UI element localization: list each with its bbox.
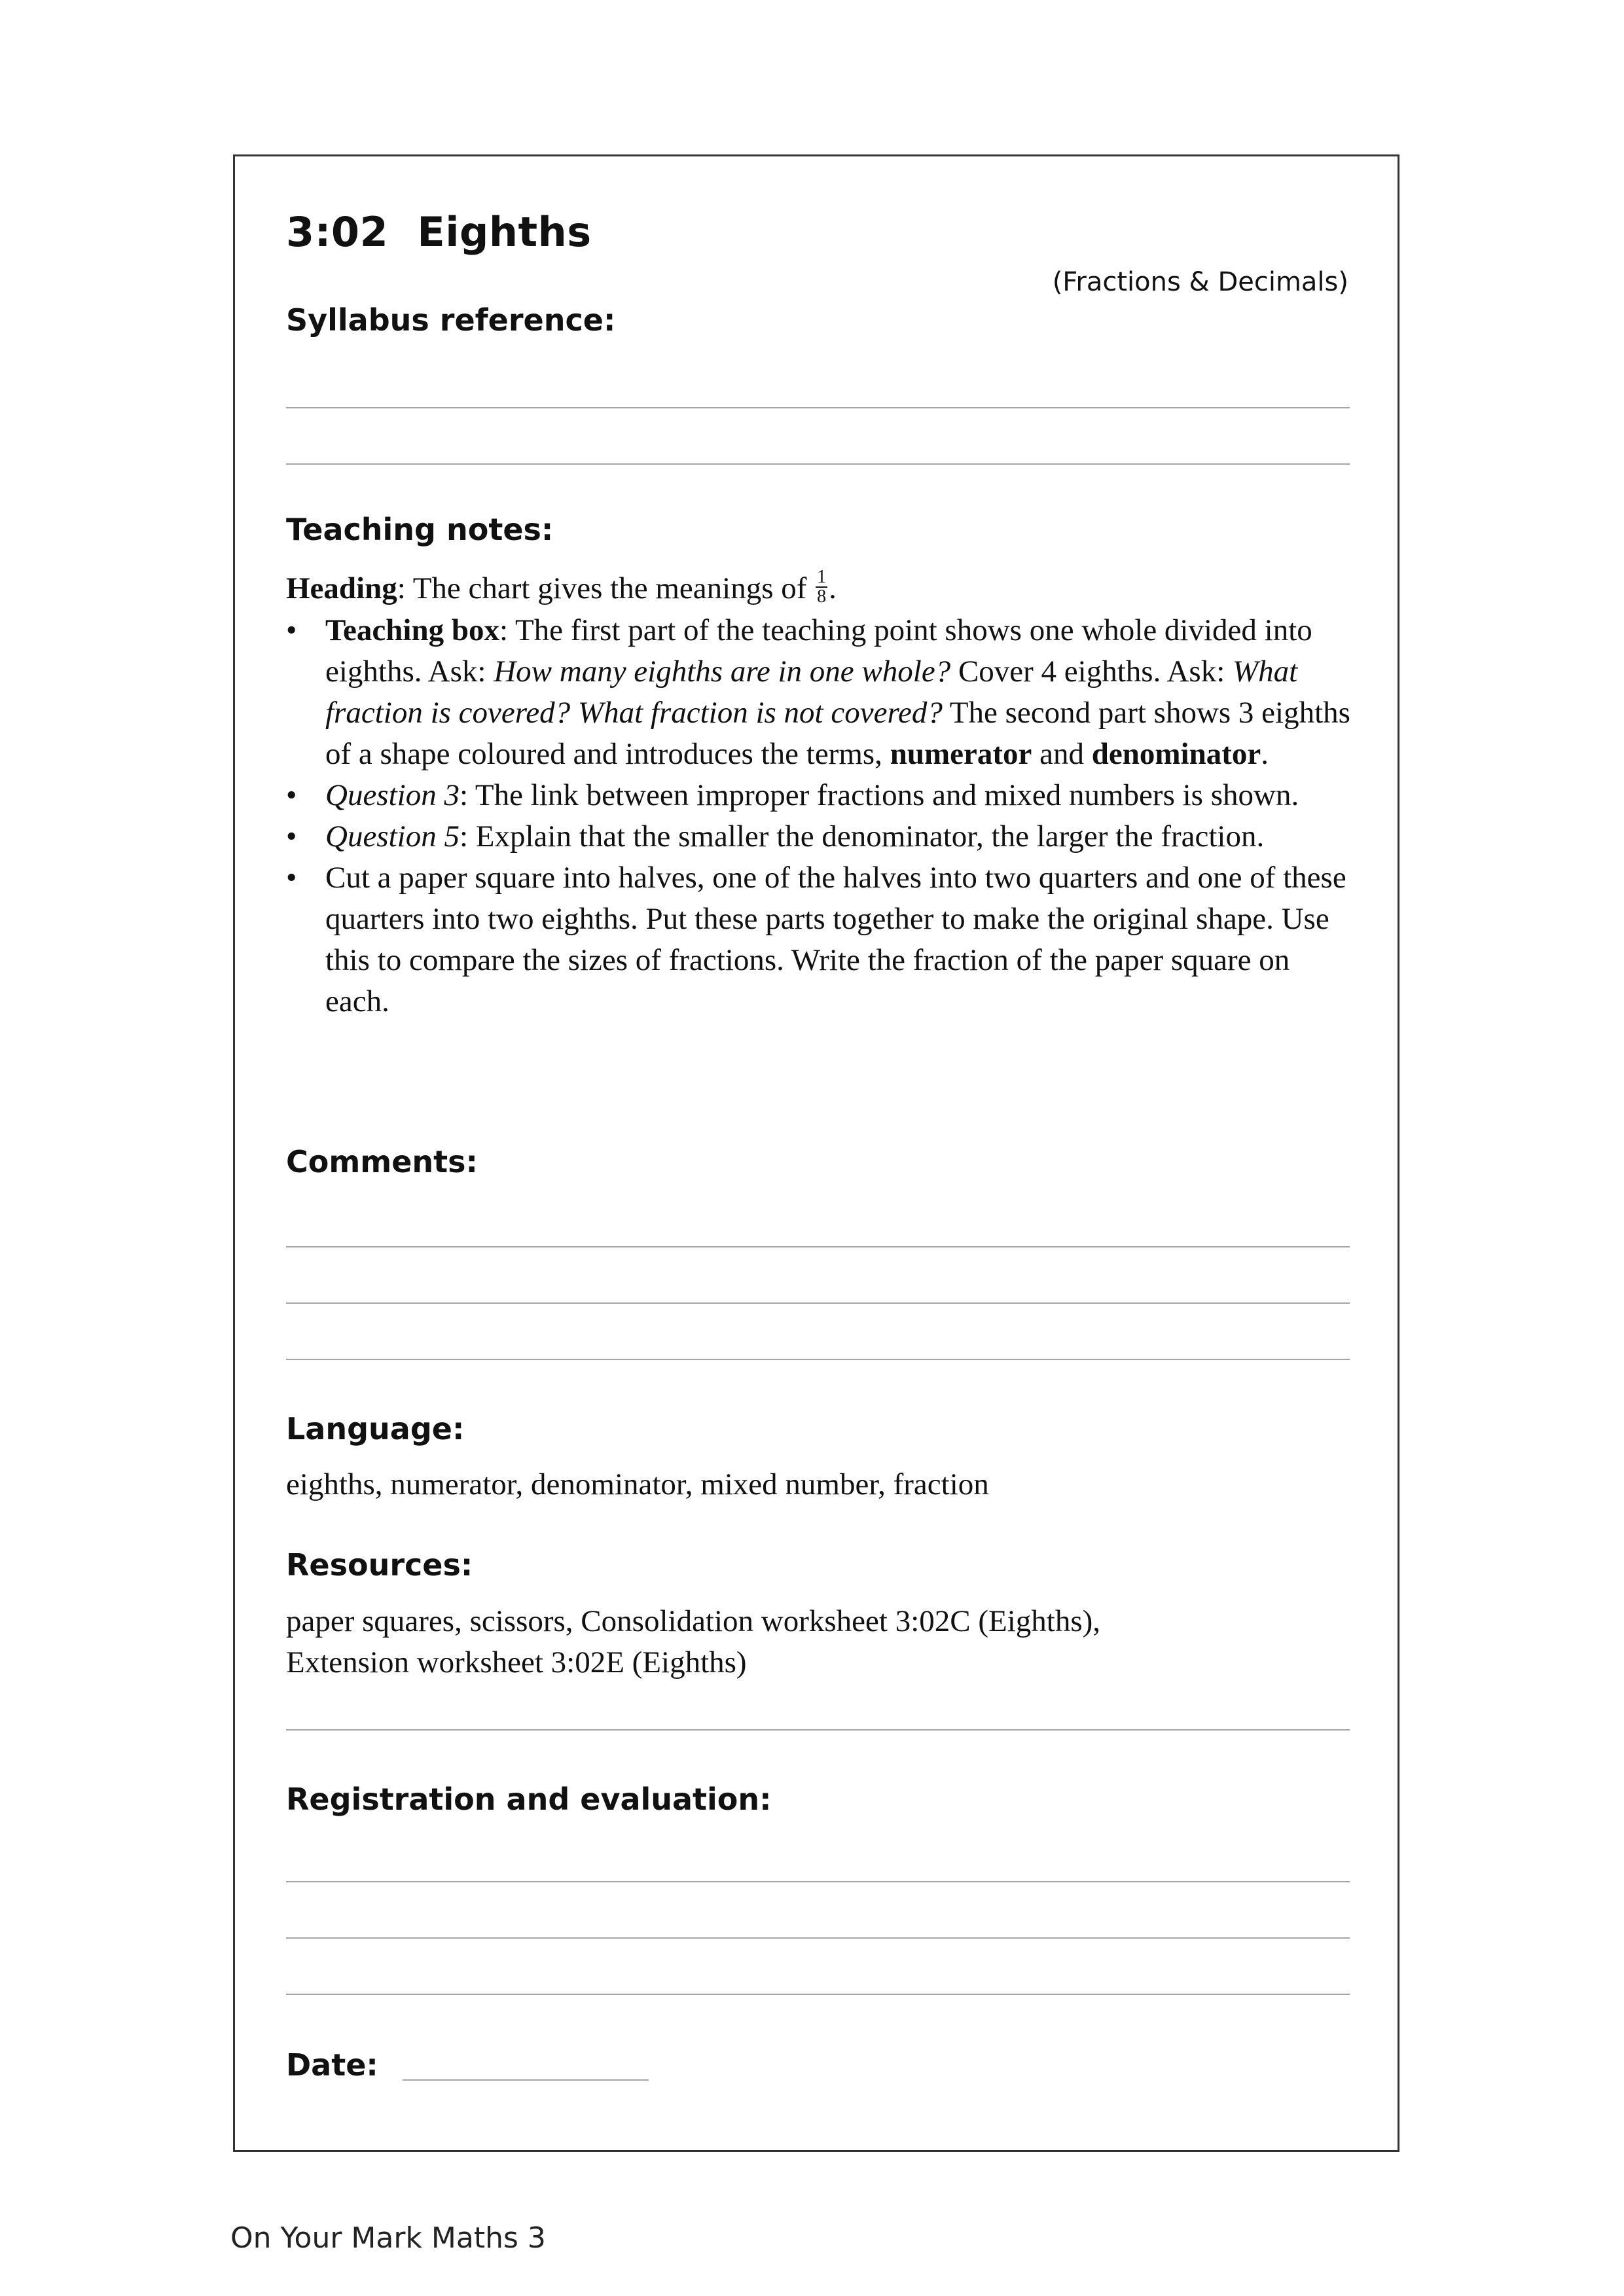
resources-line: paper squares, scissors, Consolidation worksheet 3:02C (Eighths), <box>286 1604 1101 1638</box>
heading-note <box>286 568 1360 610</box>
question-3-label: Question 3 <box>325 778 460 813</box>
syllabus-heading: Syllabus reference: <box>286 302 616 338</box>
comments-line-1[interactable] <box>286 1246 1350 1247</box>
note-text: Cover 4 eighths. Ask: <box>950 655 1233 689</box>
footer-text: On Your Mark Maths 3 <box>230 2221 546 2255</box>
term-numerator: numerator <box>890 737 1032 772</box>
fraction-numerator: 1 <box>817 567 827 588</box>
list-item <box>286 857 1360 1022</box>
note-text: The second part shows 3 eighths of a shape coloured and introduces the terms, <box>325 696 1350 772</box>
registration-line-1[interactable] <box>286 1881 1350 1882</box>
list-item <box>286 775 1360 816</box>
comments-line-3[interactable] <box>286 1359 1350 1360</box>
note-text: : The link between improper fractions and mixed numbers is shown. <box>459 778 1299 813</box>
list-item <box>286 816 1360 857</box>
note-text: : The first part of the teaching point shows one whole divided into eighths. Ask: <box>325 613 1312 689</box>
bullet-icon: • <box>286 861 297 895</box>
language-text: eighths, numerator, denominator, mixed number, fraction <box>286 1467 989 1501</box>
date-field-line[interactable] <box>403 2079 649 2081</box>
page-title <box>286 208 592 256</box>
heading-note-end: . <box>829 571 837 605</box>
subject-label: (Fractions & Decimals) <box>1052 267 1348 297</box>
bullet-icon: • <box>286 819 297 854</box>
heading-note-label: Heading <box>286 571 397 605</box>
registration-heading: Registration and evaluation: <box>286 1782 772 1817</box>
comments-heading: Comments: <box>286 1144 478 1179</box>
resources-line-rule[interactable] <box>286 1729 1350 1731</box>
registration-line-2[interactable] <box>286 1937 1350 1939</box>
term-denominator: denominator <box>1091 737 1261 772</box>
resources-text <box>286 1601 1360 1683</box>
teaching-notes-list <box>286 610 1360 1022</box>
bullet-icon: • <box>286 778 297 813</box>
note-text: Cut a paper square into halves, one of the halves into two quarters and one of these quarters into two eighths. Put these parts together to make the original shape. Use this to compare the sizes of fractions. Write the fraction of the paper square on each. <box>325 861 1346 1019</box>
heading-note-text: : The chart gives the meanings of <box>397 571 815 605</box>
teaching-box-label: Teaching box <box>325 613 499 648</box>
comments-line-2[interactable] <box>286 1302 1350 1304</box>
question-5-label: Question 5 <box>325 819 460 854</box>
syllabus-line-2[interactable] <box>286 463 1350 465</box>
language-heading: Language: <box>286 1411 465 1446</box>
lesson-code: 3:02 <box>286 208 389 256</box>
note-text: : Explain that the smaller the denominator, the larger the fraction. <box>459 819 1265 854</box>
date-heading: Date: <box>286 2047 378 2083</box>
teaching-notes-body <box>286 568 1360 1022</box>
note-question: How many eighths are in one whole? <box>494 655 951 689</box>
registration-line-3[interactable] <box>286 1994 1350 1995</box>
resources-line: Extension worksheet 3:02E (Eighths) <box>286 1645 747 1679</box>
teaching-notes-heading: Teaching notes: <box>286 512 554 547</box>
list-item <box>286 610 1360 775</box>
note-text: . <box>1261 737 1269 772</box>
note-question: What fraction is covered? What fraction is not covered? <box>325 655 1298 730</box>
fraction-one-eighth <box>816 568 827 606</box>
resources-heading: Resources: <box>286 1547 473 1583</box>
lesson-title: Eighths <box>417 208 592 256</box>
note-text: and <box>1032 737 1092 772</box>
syllabus-line-1[interactable] <box>286 407 1350 408</box>
fraction-denominator: 8 <box>817 586 827 607</box>
bullet-icon: • <box>286 613 297 648</box>
